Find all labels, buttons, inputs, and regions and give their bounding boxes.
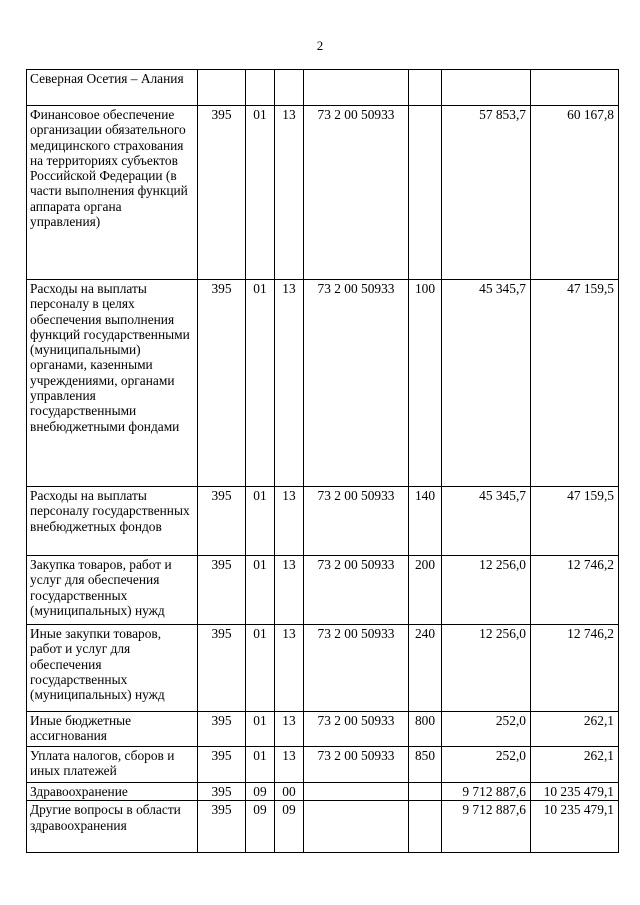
cell-pr: 13: [275, 712, 304, 747]
cell-amount-2: [531, 70, 619, 106]
table-row: [27, 712, 619, 747]
cell-csr: 73 2 00 50933: [304, 280, 409, 487]
cell-name: Расходы на выплаты персоналу в целях обеспечения выполнения функций государственными (муниципальными) органами, казенными учреждениями, органами управления государственными внебюджетными фондами: [27, 280, 198, 487]
cell-name: Финансовое обеспечение организации обязательного медицинского страхования на территориях субъектов Российской Федерации (в части выполнения функций аппарата органа управления): [27, 106, 198, 280]
cell-vr: 200: [409, 556, 442, 625]
cell-amount-2: 47 159,5: [531, 280, 619, 487]
table-row: [27, 783, 619, 801]
cell-vr: 240: [409, 625, 442, 712]
cell-amount-2: 262,1: [531, 747, 619, 783]
cell-vr: [409, 70, 442, 106]
cell-name: Расходы на выплаты персоналу государственных внебюджетных фондов: [27, 487, 198, 556]
cell-gr: 395: [198, 625, 246, 712]
cell-gr: 395: [198, 747, 246, 783]
cell-amount-1: 45 345,7: [442, 487, 531, 556]
cell-name: Закупка товаров, работ и услуг для обеспечения государственных (муниципальных) нужд: [27, 556, 198, 625]
cell-rz: 01: [246, 747, 275, 783]
budget-table: [26, 69, 619, 853]
cell-pr: 09: [275, 801, 304, 853]
table-row: [27, 801, 619, 853]
cell-amount-2: 10 235 479,1: [531, 783, 619, 801]
cell-pr: 00: [275, 783, 304, 801]
table-row: [27, 625, 619, 712]
cell-pr: 13: [275, 625, 304, 712]
cell-vr: [409, 801, 442, 853]
cell-rz: 01: [246, 280, 275, 487]
cell-gr: [198, 70, 246, 106]
cell-amount-1: 12 256,0: [442, 556, 531, 625]
cell-csr: 73 2 00 50933: [304, 487, 409, 556]
cell-rz: 09: [246, 783, 275, 801]
cell-amount-1: 12 256,0: [442, 625, 531, 712]
table-row: [27, 747, 619, 783]
table-row: [27, 487, 619, 556]
cell-pr: [275, 70, 304, 106]
table-row: [27, 280, 619, 487]
cell-vr: 140: [409, 487, 442, 556]
cell-gr: 395: [198, 106, 246, 280]
cell-vr: [409, 106, 442, 280]
cell-rz: 09: [246, 801, 275, 853]
cell-rz: 01: [246, 712, 275, 747]
cell-csr: 73 2 00 50933: [304, 556, 409, 625]
table-row: [27, 106, 619, 280]
cell-gr: 395: [198, 487, 246, 556]
table-row: [27, 70, 619, 106]
cell-pr: 13: [275, 747, 304, 783]
cell-gr: 395: [198, 556, 246, 625]
cell-amount-2: 47 159,5: [531, 487, 619, 556]
cell-amount-1: 9 712 887,6: [442, 801, 531, 853]
cell-csr: [304, 70, 409, 106]
cell-rz: [246, 70, 275, 106]
cell-amount-1: [442, 70, 531, 106]
cell-csr: 73 2 00 50933: [304, 747, 409, 783]
cell-csr: 73 2 00 50933: [304, 712, 409, 747]
cell-name: Здравоохранение: [27, 783, 198, 801]
cell-vr: 850: [409, 747, 442, 783]
cell-name: Иные бюджетные ассигнования: [27, 712, 198, 747]
cell-name: Другие вопросы в области здравоохранения: [27, 801, 198, 853]
cell-rz: 01: [246, 625, 275, 712]
cell-amount-2: 10 235 479,1: [531, 801, 619, 853]
cell-rz: 01: [246, 556, 275, 625]
cell-amount-1: 252,0: [442, 712, 531, 747]
cell-amount-1: 252,0: [442, 747, 531, 783]
cell-gr: 395: [198, 280, 246, 487]
cell-amount-1: 45 345,7: [442, 280, 531, 487]
cell-pr: 13: [275, 487, 304, 556]
cell-amount-2: 12 746,2: [531, 625, 619, 712]
cell-vr: [409, 783, 442, 801]
cell-name: Уплата налогов, сборов и иных платежей: [27, 747, 198, 783]
cell-amount-1: 9 712 887,6: [442, 783, 531, 801]
cell-vr: 800: [409, 712, 442, 747]
cell-pr: 13: [275, 556, 304, 625]
cell-csr: 73 2 00 50933: [304, 625, 409, 712]
table-body: [27, 70, 619, 853]
page-number: 2: [316, 38, 324, 53]
cell-gr: 395: [198, 783, 246, 801]
cell-csr: 73 2 00 50933: [304, 106, 409, 280]
cell-rz: 01: [246, 487, 275, 556]
cell-pr: 13: [275, 280, 304, 487]
cell-amount-1: 57 853,7: [442, 106, 531, 280]
cell-csr: [304, 783, 409, 801]
cell-csr: [304, 801, 409, 853]
cell-gr: 395: [198, 712, 246, 747]
cell-pr: 13: [275, 106, 304, 280]
cell-amount-2: 60 167,8: [531, 106, 619, 280]
cell-amount-2: 262,1: [531, 712, 619, 747]
cell-rz: 01: [246, 106, 275, 280]
cell-gr: 395: [198, 801, 246, 853]
cell-amount-2: 12 746,2: [531, 556, 619, 625]
cell-vr: 100: [409, 280, 442, 487]
table-row: [27, 556, 619, 625]
cell-name: Северная Осетия – Алания: [27, 70, 198, 106]
cell-name: Иные закупки товаров, работ и услуг для обеспечения государственных (муниципальных) нужд: [27, 625, 198, 712]
